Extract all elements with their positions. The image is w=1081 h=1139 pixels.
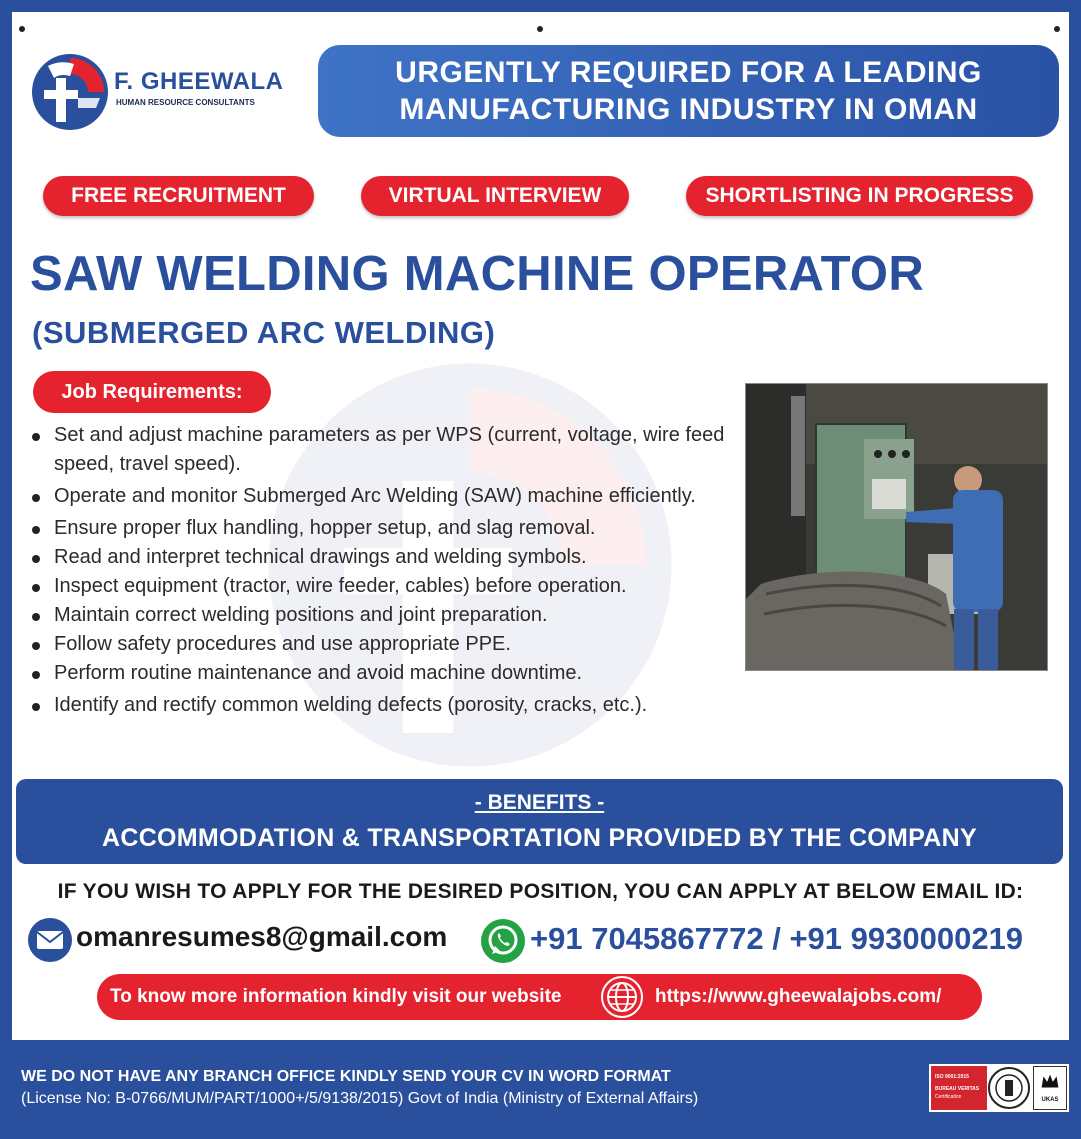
pill-free-recruitment: FREE RECRUITMENT xyxy=(43,176,314,216)
pin-dot xyxy=(19,26,25,32)
headline-banner xyxy=(318,45,1059,137)
operator-photo xyxy=(745,383,1048,671)
requirements-label: Job Requirements: xyxy=(33,371,271,413)
cert-body-text: BUREAU VERITAS xyxy=(935,1086,980,1092)
requirement-item: Read and interpret technical drawings and welding symbols. xyxy=(30,543,750,572)
logo-name: F. GHEEWALA xyxy=(114,68,284,95)
email-icon xyxy=(28,918,72,962)
job-subtitle: (SUBMERGED ARC WELDING) xyxy=(32,315,496,350)
requirement-item: Set and adjust machine parameters as per WPS (current, voltage, wire feed speed, travel speed). xyxy=(30,421,750,479)
benefits-heading: - BENEFITS - xyxy=(474,791,605,814)
apply-instruction: IF YOU WISH TO APPLY FOR THE DESIRED POSITION, YOU CAN APPLY AT BELOW EMAIL ID: xyxy=(57,880,1024,903)
requirement-item: Operate and monitor Submerged Arc Welding (SAW) machine efficiently. xyxy=(30,482,750,511)
requirement-item: Perform routine maintenance and avoid machine downtime. xyxy=(30,659,750,688)
website-bar xyxy=(97,974,982,1020)
requirement-item: Maintain correct welding positions and joint preparation. xyxy=(30,601,750,630)
requirement-item: Follow safety procedures and use appropriate PPE. xyxy=(30,630,750,659)
company-logo xyxy=(30,52,330,132)
pin-dot xyxy=(1054,26,1060,32)
bureau-veritas-seal-icon xyxy=(987,1066,1031,1110)
cert-label-text: Certification xyxy=(935,1094,962,1100)
job-title: SAW WELDING MACHINE OPERATOR xyxy=(30,247,925,301)
ukas-text: UKAS xyxy=(1041,1097,1059,1103)
requirements-list xyxy=(30,421,750,720)
whatsapp-icon xyxy=(480,918,526,964)
globe-icon xyxy=(600,975,644,1019)
pill-virtual-interview: VIRTUAL INTERVIEW xyxy=(361,176,629,216)
logo-tagline: HUMAN RESOURCE CONSULTANTS xyxy=(116,98,255,107)
iso-text: ISO 9001:2015 xyxy=(935,1074,969,1080)
certification-badge xyxy=(929,1064,1069,1112)
footer-license: (License No: B-0766/MUM/PART/1000+/5/9138/2015) Govt of India (Ministry of External Affairs) xyxy=(21,1090,699,1107)
requirement-item: Identify and rectify common welding defects (porosity, cracks, etc.). xyxy=(30,691,750,720)
requirement-item: Inspect equipment (tractor, wire feeder, cables) before operation. xyxy=(30,572,750,601)
headline-line-1: URGENTLY REQUIRED FOR A LEADING xyxy=(395,56,982,89)
pin-dot xyxy=(537,26,543,32)
ukas-mark xyxy=(1033,1066,1067,1110)
headline-line-2: MANUFACTURING INDUSTRY IN OMAN xyxy=(399,93,978,126)
website-link[interactable]: https://www.gheewalajobs.com/ xyxy=(655,986,942,1007)
footer-notice: WE DO NOT HAVE ANY BRANCH OFFICE KINDLY SEND YOUR CV IN WORD FORMAT xyxy=(21,1068,671,1085)
website-label: To know more information kindly visit our website xyxy=(110,986,562,1007)
requirement-item: Ensure proper flux handling, hopper setup, and slag removal. xyxy=(30,514,750,543)
pill-shortlisting: SHORTLISTING IN PROGRESS xyxy=(686,176,1033,216)
logo-mark-icon xyxy=(30,52,110,132)
benefits-banner xyxy=(16,779,1063,864)
benefits-text: ACCOMMODATION & TRANSPORTATION PROVIDED BY THE COMPANY xyxy=(101,824,977,852)
phone-numbers[interactable]: +91 7045867772 / +91 9930000219 xyxy=(530,921,1024,956)
ukas-crown-icon xyxy=(1034,1067,1066,1095)
bureau-veritas-label xyxy=(931,1066,987,1110)
email-link[interactable]: omanresumes8@gmail.com xyxy=(76,921,448,952)
